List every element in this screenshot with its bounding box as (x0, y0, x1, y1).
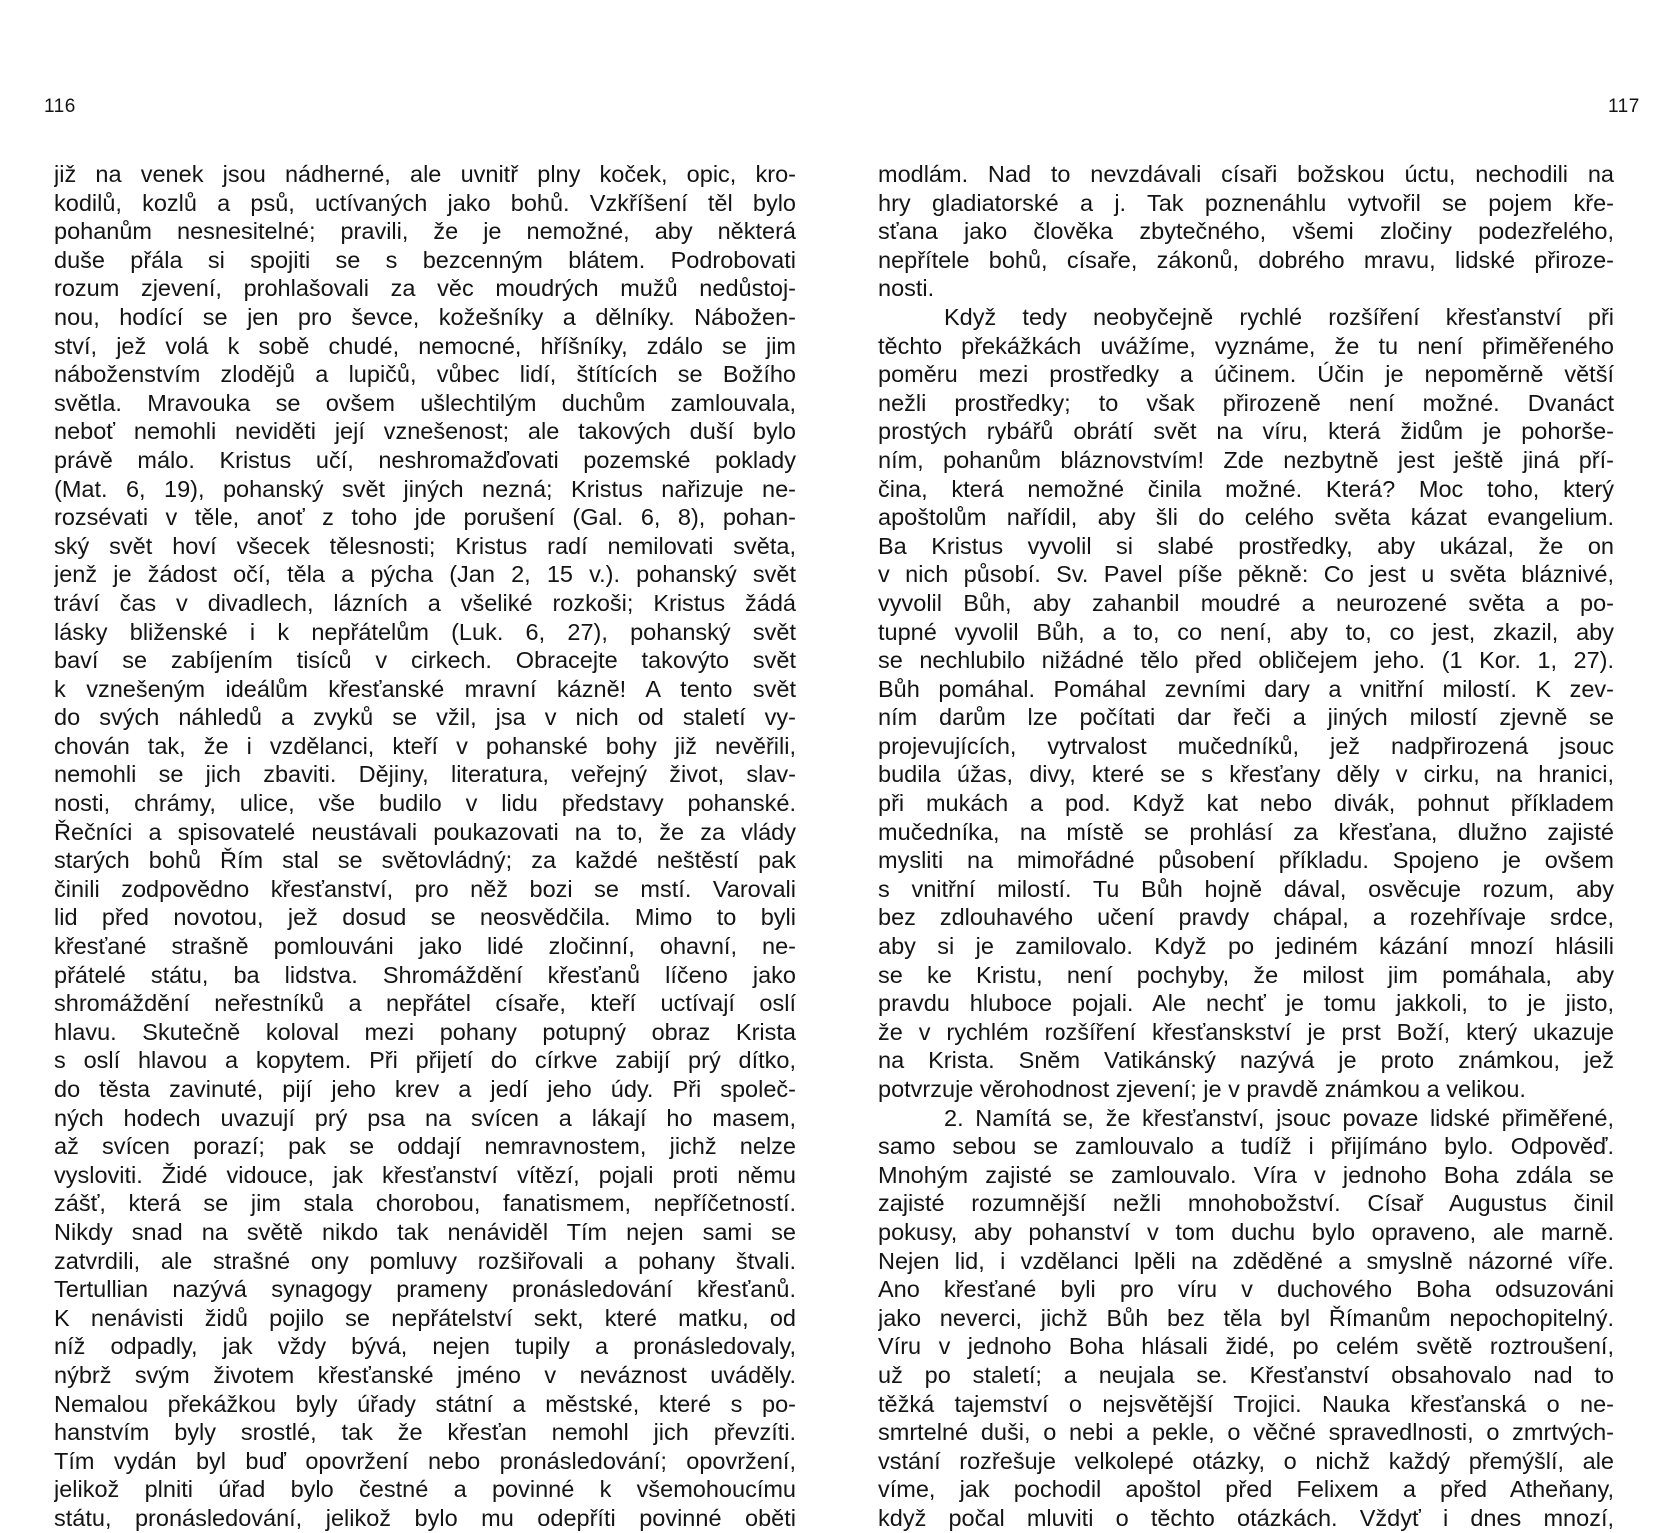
text-line: ství, jež volá k sobě chudé, nemocné, hříšníky, zdálo se jim (54, 332, 796, 359)
text-line: světla. Mravouka se ovšem ušlechtilým duchům zamlouvala, (54, 389, 796, 416)
text-line: 2. Namítá se, že křesťanství, jsouc povaze lidské přiměřené, (944, 1104, 1614, 1131)
text-line: rozsévati v těle, anoť z toho jde porušení (Gal. 6, 8), pohan- (54, 504, 796, 531)
right-page (836, 0, 1672, 1531)
text-line: státu, pronásledování, jelikož bylo mu odepříti povinné oběti (54, 1504, 796, 1531)
text-line: do svých náhledů a zvyků se vžil, jsa v nich od staletí vy- (54, 704, 796, 731)
text-line: modlám. Nad to nevzdávali císaři božskou úctu, nechodili na (878, 161, 1614, 187)
text-line: Nikdy snad na světě nikdo tak nenáviděl Tím nejen sami se (54, 1218, 796, 1245)
text-line: Ba Kristus vyvolil si slabé prostředky, aby ukázal, že on (878, 532, 1614, 559)
text-line: až svícen porazí; pak se oddají nemravnostem, jichž nelze (54, 1133, 796, 1160)
text-line: čina, která nemožné činila možné. Která? Moc toho, který (878, 475, 1614, 502)
text-line: tráví čas v divadlech, lázních a všeliké rozkoši; Kristus žádá (54, 589, 796, 616)
text-line: Nemalou překážkou byly úřady státní a městské, které s po- (54, 1390, 796, 1417)
text-line: aby si je zamilovalo. Když po jediném kázání mnozí hlásili (878, 933, 1614, 960)
text-line: vstání rozřešuje velkolepé otázky, o nichž každý přemýšlí, ale (878, 1447, 1614, 1474)
text-line: nosti. (878, 275, 935, 302)
text-line: shromáždění neřestníků a nepřátel císaře, kteří uctívají oslí (54, 990, 796, 1017)
page-number: 117 (1608, 96, 1640, 117)
text-line: pohanům nesnesitelné; pravili, že je nemožné, aby některá (54, 218, 796, 245)
text-line: bez zdlouhavého učení pravdy chápal, a rozehřívaje srdce, (878, 904, 1614, 931)
text-line: náboženstvím zlodějů a lupičů, vůbec lidí, štítících se Božího (54, 361, 796, 388)
text-line: nou, hodící se jen pro ševce, kožešníky a dělníky. Nábožen- (54, 303, 796, 330)
text-line: jenž je žádost očí, těla a pýcha (Jan 2, 15 v.). pohanský svět (54, 561, 796, 588)
text-line: apoštolům nařídil, aby šli do celého světa kázat evangelium. (878, 504, 1614, 531)
text-line: nosti, chrámy, ulice, vše budilo v lidu představy pohanské. (54, 790, 796, 817)
text-line: na Krista. Sněm Vatikánský nazývá je proto známkou, jež (878, 1047, 1614, 1074)
text-line: již na venek jsou nádherné, ale uvnitř plny koček, opic, kro- (54, 161, 796, 187)
text-line: se nechlubilo nižádné tělo před obličejem jeho. (1 Kor. 1, 27). (878, 647, 1614, 674)
text-line: vysloviti. Židé vidouce, jak křesťanství vítězí, pojali proti němu (54, 1161, 796, 1188)
text-line: jako neverci, jichž Bůh bez těla byl Římanům nepochopitelný. (878, 1304, 1614, 1331)
text-line: (Mat. 6, 19), pohanský svět jiných nezná; Kristus nařizuje ne- (54, 475, 796, 502)
text-line: vyvolil Bůh, aby zahanbil moudré a neurozené světa a po- (878, 589, 1614, 616)
text-line: k vznešeným ideálům křesťanské mravní kázně! A tento svět (54, 675, 796, 702)
text-line: Nejen lid, i vzdělanci lpěli na zděděné a smyslně názorné víře. (878, 1247, 1614, 1274)
text-line: baví se zabíjením tisíců v cirkech. Obracejte takovýto svět (54, 647, 796, 674)
text-line: ský svět hoví všecek tělesnosti; Kristus radí nemilovati světa, (54, 532, 796, 559)
text-line: Víru v jednoho Boha hlásali židé, po celém světě roztroušení, (878, 1333, 1614, 1360)
text-line: víme, jak pochodil apoštol před Felixem a před Atheňany, (878, 1476, 1614, 1503)
text-line: neboť nemohli neviděti její vznešenost; ale takových duší bylo (54, 418, 796, 445)
text-line: prostých rybářů obrátí svět na víru, která židům je pohorše- (878, 418, 1614, 445)
text-line: s vnitřní milostí. Tu Bůh hojně dával, osvěcuje rozum, aby (878, 875, 1614, 902)
text-line: sťana jako člověka zbytečného, všemi zločiny podezřelého, (878, 218, 1614, 245)
body-text (878, 160, 1614, 1533)
text-line: lásky bliženské i k nepřátelům (Luk. 6, 27), pohanský svět (54, 618, 796, 645)
text-line: jelikož plniti úřad bylo čestné a povinné k všemohoucímu (54, 1476, 796, 1503)
text-line: poměru mezi prostředky a účinem. Účin je nepoměrně větší (878, 361, 1614, 388)
text-line: právě málo. Kristus učí, neshromažďovati pozemské poklady (54, 446, 796, 473)
text-line: ním, pohanům bláznovstvím! Zde nezbytně jest ještě jiná pří- (878, 446, 1614, 473)
left-page (0, 0, 836, 1531)
text-line: při mukách a pod. Když kat nebo divák, pohnut příkladem (878, 790, 1614, 817)
text-line: zajisté rozumnější nežli mnohobožství. Císař Augustus činil (878, 1190, 1614, 1217)
text-line: ných hodech uvazují prý psa na svícen a lákají ho masem, (54, 1104, 796, 1131)
text-line: duše přála si spojiti se s bezcenným blátem. Podrobovati (54, 246, 796, 273)
text-line: Bůh pomáhal. Pomáhal zevními dary a vnitřní milostí. K zev- (878, 675, 1614, 702)
text-line: těchto překážkách uvážíme, vyznáme, že tu není přiměřeného (878, 332, 1614, 359)
text-line: rozum zjevení, prohlašovali za věc moudrých mužů nedůstoj- (54, 275, 796, 302)
text-line: K nenávisti židů pojilo se nepřátelství sekt, které matku, od (54, 1304, 796, 1331)
text-line: se ke Kristu, není pochyby, že milost jim pomáhala, aby (878, 961, 1614, 988)
text-line: nemohli se jich zbaviti. Dějiny, literatura, veřejný život, slav- (54, 761, 796, 788)
text-line: do těsta zavinuté, pijí jeho krev a jedí jeho údy. Při společ- (54, 1076, 796, 1102)
text-line: lid před novotou, jež dosud se neosvědčila. Mimo to byli (54, 904, 796, 931)
text-line: nepřítele bohů, císaře, zákonů, dobrého mravu, lidské přiroze- (878, 246, 1614, 273)
text-line: potvrzuje věrohodnost zjevení; je v pravdě známkou a velikou. (878, 1076, 1526, 1102)
text-line: už po staletí; a neujala se. Křesťanství obsahovalo nad to (878, 1361, 1614, 1388)
text-line: pravdu hluboce pojali. Ale nechť je tomu jakkoli, to je jisto, (878, 990, 1614, 1017)
text-line: s oslí hlavou a kopytem. Při přijetí do církve zabijí prý dítko, (54, 1047, 796, 1074)
page-number: 116 (44, 96, 76, 117)
text-line: těžká tajemství o nejsvětější Trojici. Nauka křesťanská o ne- (878, 1390, 1614, 1417)
text-line: mysliti na mimořádné působení příkladu. Spojeno je ovšem (878, 847, 1614, 874)
text-line: v nich působí. Sv. Pavel píše pěkně: Co jest u světa bláznivé, (878, 561, 1614, 588)
text-line: budila úžas, divy, které se s křesťany děly v cirku, na hranici, (878, 761, 1614, 788)
text-line: křesťané strašně pomlouváni jako lidé zločinní, ohavní, ne- (54, 933, 796, 960)
text-line: přátelé státu, ba lidstva. Shromáždění křesťanů líčeno jako (54, 961, 796, 988)
text-line: mučedníka, na místě se prohlásí za křesťana, dlužno zajisté (878, 818, 1614, 845)
text-line: nežli prostředky; to však přirozeně není možné. Dvanáct (878, 389, 1614, 416)
text-line: nýbrž svým životem křesťanské jméno v neváznost uváděly. (54, 1361, 796, 1388)
text-line: hanstvím byly srostlé, tak že křesťan nemohl jich převzíti. (54, 1419, 796, 1446)
text-line: hry gladiatorské a j. Tak poznenáhlu vytvořil se pojem kře- (878, 189, 1614, 216)
text-line: pokusy, aby pohanství v tom duchu bylo opraveno, ale marně. (878, 1218, 1614, 1245)
text-line: když počal mluviti o těchto otázkách. Vždyť i dnes mnozí, (878, 1504, 1614, 1531)
text-line: Ano křesťané byli pro víru v duchového Boha odsuzováni (878, 1276, 1614, 1303)
text-line: zatvrdili, ale strašné ony pomluvy rozšiřovali a pohany štvali. (54, 1247, 796, 1274)
text-line: samo sebou se zamlouvalo a tudíž i přijímáno bylo. Odpověď. (878, 1133, 1614, 1160)
text-line: Tím vydán byl buď opovržení nebo pronásledování; opovržení, (54, 1447, 796, 1474)
text-line: Když tedy neobyčejně rychlé rozšíření křesťanství při (944, 303, 1614, 330)
text-line: Mnohým zajisté se zamlouvalo. Víra v jednoho Boha zdála se (878, 1161, 1614, 1188)
body-text (54, 160, 796, 1533)
text-line: smrtelné duši, o nebi a pekle, o věčné spravedlnosti, o zmrtvých- (878, 1419, 1614, 1446)
text-line: starých bohů Řím stal se světovládný; za každé neštěstí pak (54, 847, 796, 874)
text-line: projevujících, vytrvalost mučedníků, jež nadpřirozená jsouc (878, 732, 1614, 759)
text-line: Tertullian nazývá synagogy prameny pronásledování křesťanů. (54, 1276, 796, 1303)
text-line: činili zodpovědno křesťanství, pro něž bozi se mstí. Varovali (54, 875, 796, 902)
text-line: ním darům lze počítati dar řeči a jiných milostí zjevně se (878, 704, 1614, 731)
text-line: tupné vyvolil Bůh, a to, co není, aby to, co jest, zkazil, aby (878, 618, 1614, 645)
text-line: kodilů, kozlů a psů, uctívaných jako bohů. Vzkříšení těl bylo (54, 189, 796, 216)
text-line: chován tak, že i vzdělanci, kteří v pohanské bohy již nevěřili, (54, 732, 796, 759)
text-line: hlavu. Skutečně koloval mezi pohany potupný obraz Krista (54, 1018, 796, 1045)
text-line: zášť, která se jim stala chorobou, fanatismem, nepříčetností. (54, 1190, 796, 1217)
text-line: Řečníci a spisovatelé neustávali poukazovati na to, že za vlády (54, 818, 796, 845)
text-line: níž odpadly, jak vždy bývá, nejen tupily a pronásledovaly, (54, 1333, 796, 1360)
text-line: že v rychlém rozšíření křesťanskství je prst Boží, který ukazuje (878, 1018, 1614, 1045)
